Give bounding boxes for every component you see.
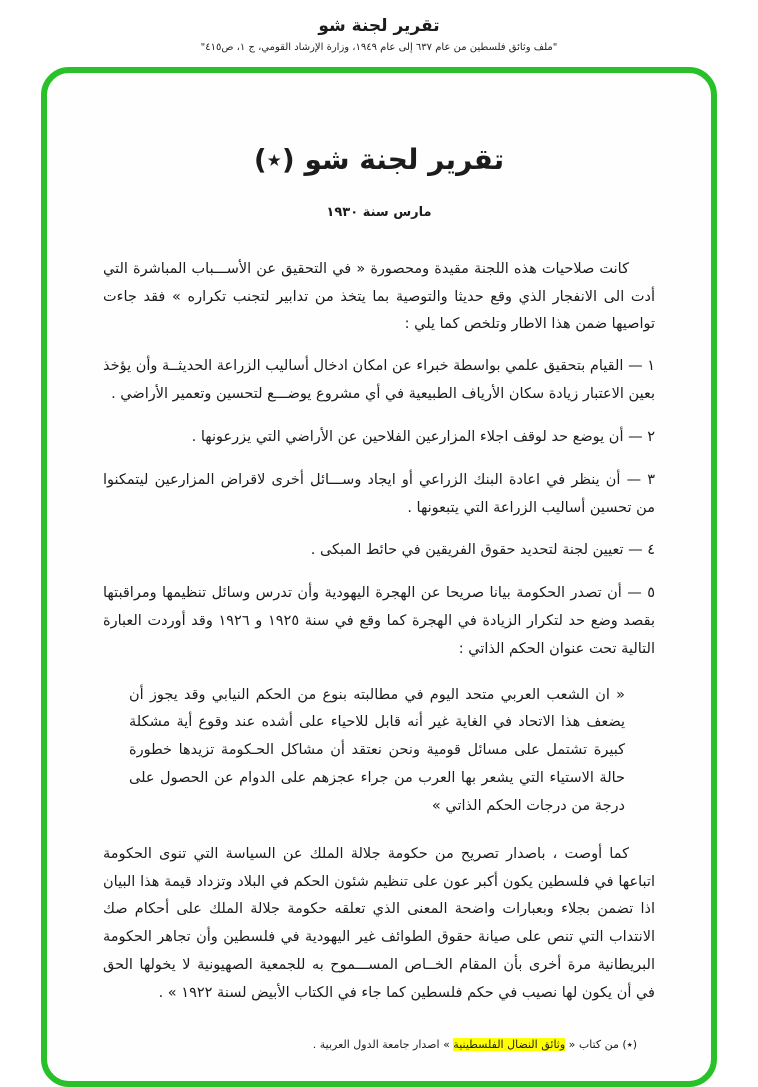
document-body: [47, 73, 711, 1081]
list-item-4: ٤ — تعيين لجنة لتحديد حقوق الفريقين في حائط المبكى .: [310, 542, 655, 559]
page-header: [0, 16, 758, 53]
document-subtitle: مارس سنة ١٩٣٠: [326, 204, 432, 220]
document-title: تقرير لجنة شو (٭): [253, 143, 505, 176]
closing-paragraph: كما أوصت ، باصدار تصريح من حكومة جلالة الملك عن السياسة التي تنوى الحكومة اتباعها في فلسطين يكون أكبر عون على تنظيم شئون الحكم في البلاد وتزداد قيمة هذا البيان اذا تضمن بجلاء وبعبارات واضحة المعنى الذي تعلقه حكومة جلالة الملك على أحكام صك الانتداب التي تنص على صيانة حقوق الطوائف غير اليهودية في فلسطين وأن تجاهر الحكومة البريطانية مرة أخرى بأن المقام الخــاص المســـموح به للجمعية الصهيونية لا يخولها الحق في أن يكون لها نصيب في حكم فلسطين كما جاء في الكتاب الأبيض لسنة ١٩٢٢ » .: [103, 845, 655, 1001]
footnote-highlighted-text: وثائق النضال الفلسطينية: [453, 1037, 566, 1051]
quoted-paragraph: « ان الشعب العربي متحد اليوم في مطالبته بنوع من الحكم النيابي وقد يجوز أن يضعف هذا الاتحاد في الغاية غير أنه قابل للاحياء على أشده عند وقوع أية مشكلة كبيرة تشتمل على مسائل قومية ونحن نعتقد أن مشاكل الحـكومة تزيدها خطورة حالة الاستياء التي يشعر بها العرب من جراء عجزهم على الدوام عن الحصول على درجة من درجات الحكم الذاتي »: [129, 686, 625, 814]
green-border-frame: [41, 67, 717, 1087]
list-item-2: ٢ — أن يوضع حد لوقف اجلاء المزارعين الفلاحين عن الأراضي التي يزرعونها .: [191, 428, 655, 445]
list-item-1: ١ — القيام بتحقيق علمي بواسطة خبراء عن امكان ادخال أساليب الزراعة الحديثــة وأن يؤخذ بعين الاعتبار زيادة سكان الأرياف الطبيعية في أي مشروع يوضـــع لتحسين وتعمير الأراضي .: [103, 358, 655, 403]
footnote: [103, 1034, 655, 1055]
intro-paragraph: كانت صلاحيات هذه اللجنة مقيدة ومحصورة « في التحقيق عن الأســـباب المباشرة التي أدت الى الانفجار الذي وقع حديثا والتوصية بما يتخذ من تدابير لتجنب تكراره » فقد جاءت تواصيها ضمن هذا الاطار وتلخص كما يلي :: [103, 260, 655, 333]
footnote-suffix: » اصدار جامعة الدول العربية .: [312, 1037, 454, 1051]
header-source-line: "ملف وثائق فلسطين من عام ٦٣٧ إلى عام ١٩٤٩، وزارة الإرشاد القومي، ج ١، ص٤١٥": [200, 42, 558, 53]
header-title: تقرير لجنة شو: [318, 16, 440, 36]
list-item-3: ٣ — أن ينظر في اعادة البنك الزراعي أو ايجاد وســـائل أخرى لاقراض المزارعين ليتمكنوا من تحسين أساليب الزراعة التي يتبعونها .: [103, 471, 655, 516]
footnote-prefix: (٭) من كتاب «: [565, 1037, 637, 1051]
list-item-5: ٥ — أن تصدر الحكومة بيانا صريحا عن الهجرة اليهودية وأن تدرس وسائل تنظيمها ومراقبتها بقصد وضع حد لتكرار الزيادة في الهجرة كما وقع في سنة ١٩٢٥ و ١٩٢٦ وقد أوردت العبارة التالية تحت عنوان الحكم الذاتي :: [103, 585, 655, 657]
